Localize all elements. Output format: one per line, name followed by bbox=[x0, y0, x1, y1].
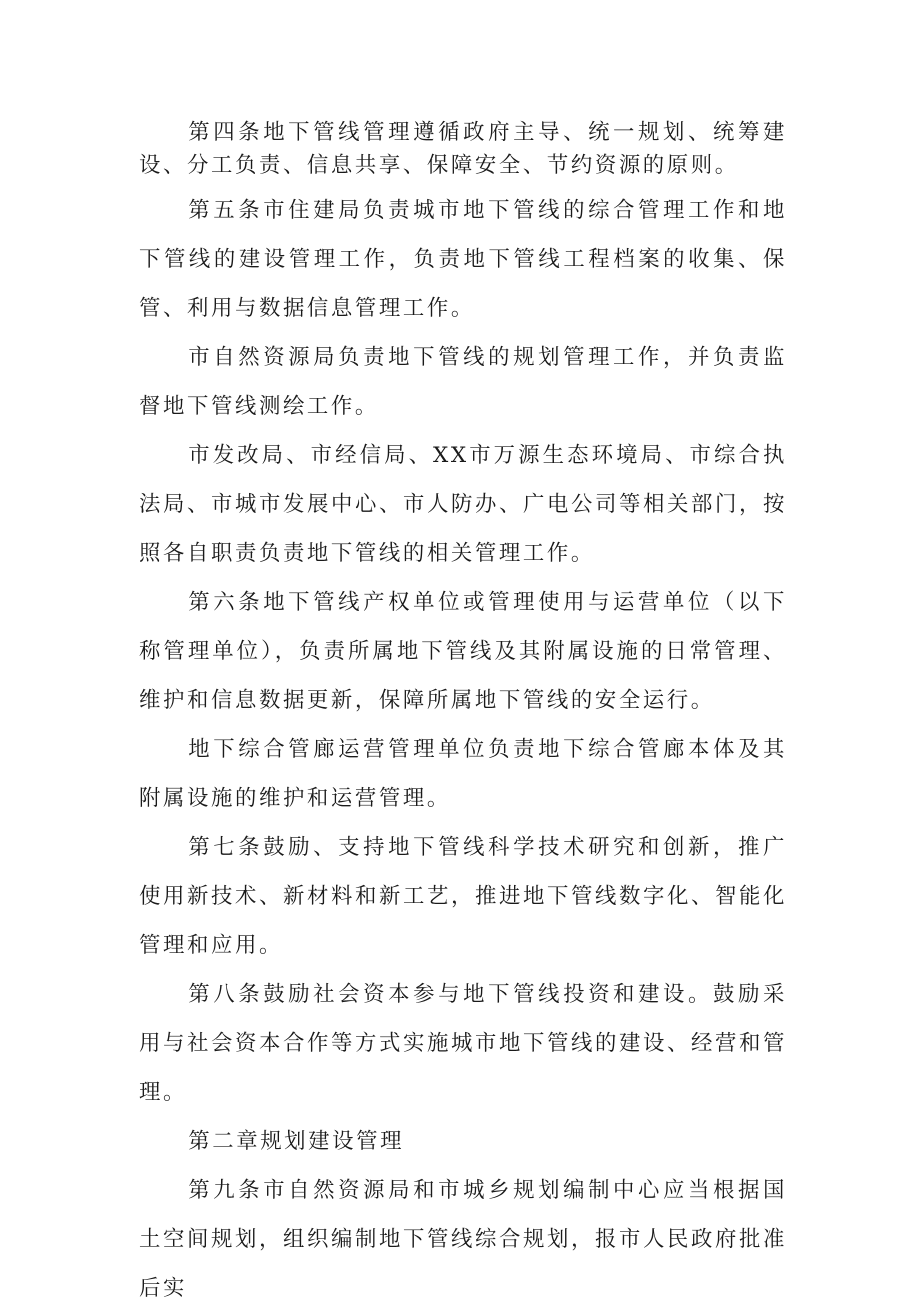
document-body bbox=[139, 116, 787, 1313]
chapter-heading-2: 第二章规划建设管理 bbox=[188, 1129, 405, 1154]
paragraph-article-9: 第九条市自然资源局和市城乡规划编制中心应当根据国土空间规划，组织编制地下管线综合规划，报市人民政府批准后实 bbox=[139, 1178, 787, 1301]
paragraph-article-5: 第五条市住建局负责城市地下管线的综合管理工作和地下管线的建设管理工作，负责地下管线工程档案的收集、保管、利用与数据信息管理工作。 bbox=[139, 198, 787, 321]
paragraph-natural-resources: 市自然资源局负责地下管线的规划管理工作，并负责监督地下管线测绘工作。 bbox=[139, 345, 787, 419]
paragraph-article-7: 第七条鼓励、支持地下管线科学技术研究和创新，推广使用新技术、新材料和新工艺，推进地下管线数字化、智能化管理和应用。 bbox=[139, 835, 787, 958]
paragraph-article-4: 第四条地下管线管理遵循政府主导、统一规划、统筹建设、分工负责、信息共享、保障安全、节约资源的原则。 bbox=[139, 120, 787, 178]
paragraph-related-departments: 市发改局、市经信局、XX市万源生态环境局、市综合执法局、市城市发展中心、市人防办、广电公司等相关部门，按照各自职责负责地下管线的相关管理工作。 bbox=[139, 443, 787, 566]
paragraph-utility-tunnel: 地下综合管廊运营管理单位负责地下综合管廊本体及其附属设施的维护和运营管理。 bbox=[139, 737, 787, 811]
paragraph-article-8: 第八条鼓励社会资本参与地下管线投资和建设。鼓励采用与社会资本合作等方式实施城市地下管线的建设、经营和管理。 bbox=[139, 982, 787, 1105]
paragraph-article-6: 第六条地下管线产权单位或管理使用与运营单位（以下称管理单位），负责所属地下管线及其附属设施的日常管理、维护和信息数据更新，保障所属地下管线的安全运行。 bbox=[139, 590, 787, 713]
